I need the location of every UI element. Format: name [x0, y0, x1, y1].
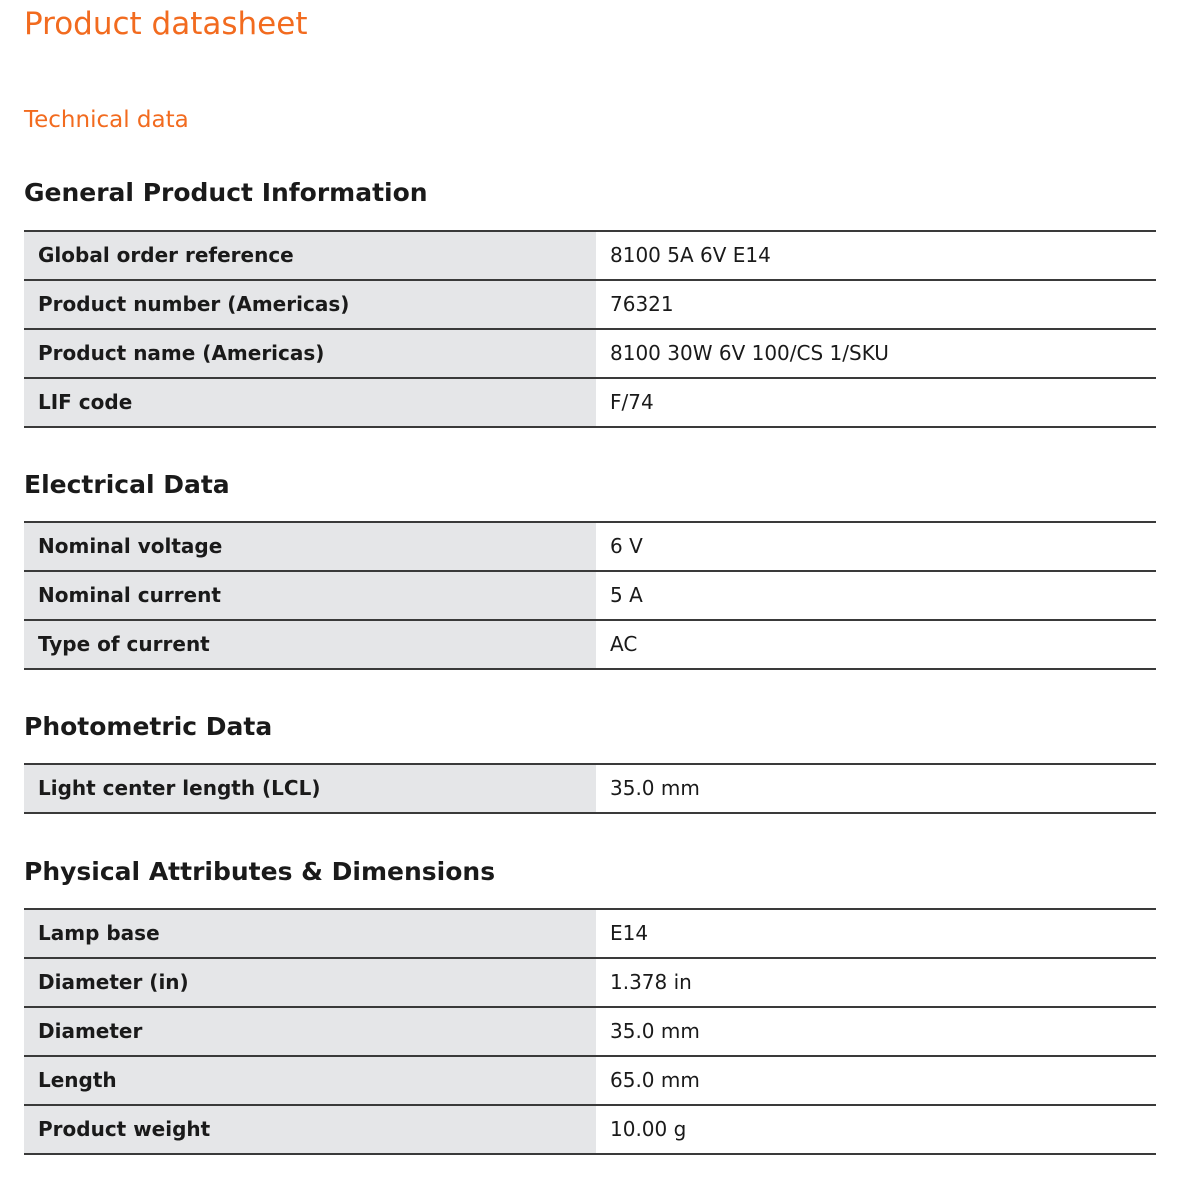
spec-row: [24, 1008, 1156, 1057]
spec-value: 10.00 g: [596, 1106, 1156, 1153]
spec-row: [24, 523, 1156, 572]
spec-value: 65.0 mm: [596, 1057, 1156, 1104]
spec-value: 8100 5A 6V E14: [596, 232, 1156, 279]
document-title: Product datasheet: [24, 6, 308, 42]
spec-label: Product name (Americas): [24, 330, 596, 377]
spec-label: Nominal voltage: [24, 523, 596, 570]
spec-label: Diameter (in): [24, 959, 596, 1006]
spec-row: [24, 281, 1156, 330]
spec-label: Length: [24, 1057, 596, 1104]
spec-row: [24, 959, 1156, 1008]
spec-value: E14: [596, 910, 1156, 957]
spec-label: Global order reference: [24, 232, 596, 279]
spec-value: 35.0 mm: [596, 765, 1156, 812]
spec-row: [24, 1106, 1156, 1155]
spec-row: [24, 572, 1156, 621]
spec-row: [24, 379, 1156, 428]
spec-table: [24, 908, 1156, 1155]
section-general-product-information: [24, 178, 1156, 414]
spec-label: Lamp base: [24, 910, 596, 957]
spec-value: 1.378 in: [596, 959, 1156, 1006]
spec-row: [24, 1057, 1156, 1106]
spec-value: AC: [596, 621, 1156, 668]
section-electrical-data: [24, 470, 1156, 656]
spec-row: [24, 232, 1156, 281]
spec-label: Light center length (LCL): [24, 765, 596, 812]
spec-label: Product number (Americas): [24, 281, 596, 328]
spec-row: [24, 765, 1156, 814]
spec-label: Type of current: [24, 621, 596, 668]
spec-value: 8100 30W 6V 100/CS 1/SKU: [596, 330, 1156, 377]
spec-table: [24, 230, 1156, 428]
section-physical-attributes-dimensions: [24, 857, 1156, 1141]
spec-value: F/74: [596, 379, 1156, 426]
section-photometric-data: [24, 712, 1156, 800]
spec-label: Product weight: [24, 1106, 596, 1153]
spec-value: 5 A: [596, 572, 1156, 619]
spec-table: [24, 763, 1156, 814]
section-heading: General Product Information: [24, 178, 428, 207]
spec-label: Diameter: [24, 1008, 596, 1055]
spec-value: 6 V: [596, 523, 1156, 570]
spec-row: [24, 910, 1156, 959]
spec-row: [24, 621, 1156, 670]
section-heading: Electrical Data: [24, 470, 230, 499]
spec-label: Nominal current: [24, 572, 596, 619]
document-subtitle: Technical data: [24, 107, 189, 133]
spec-row: [24, 330, 1156, 379]
spec-value: 76321: [596, 281, 1156, 328]
section-heading: Physical Attributes & Dimensions: [24, 857, 496, 886]
section-heading: Photometric Data: [24, 712, 273, 741]
spec-table: [24, 521, 1156, 670]
spec-label: LIF code: [24, 379, 596, 426]
spec-value: 35.0 mm: [596, 1008, 1156, 1055]
